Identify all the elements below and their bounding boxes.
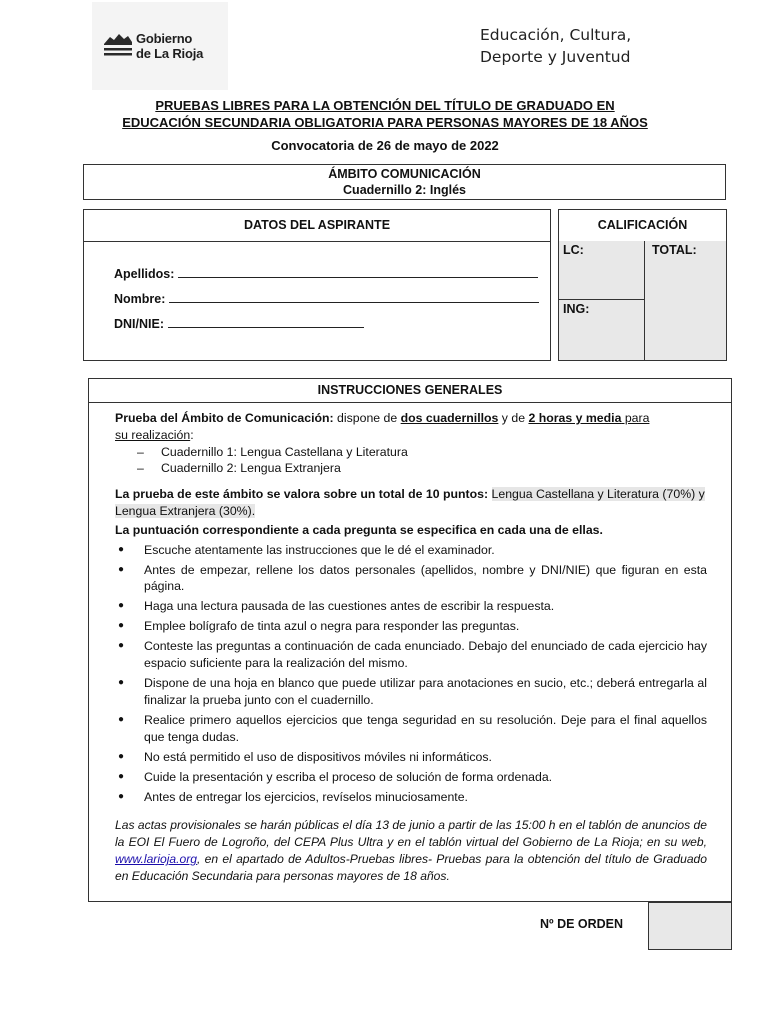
list-item: [115, 618, 707, 635]
instructions-box: [88, 378, 732, 902]
valora-paragraph: [115, 486, 707, 520]
list-item: [115, 712, 707, 746]
dash-symbol: –: [137, 444, 144, 459]
list-item: [115, 542, 707, 559]
orden-number-box[interactable]: [648, 902, 732, 950]
nombre-line[interactable]: [169, 292, 539, 303]
prueba-text: dispone de: [333, 411, 401, 425]
ing-label: ING:: [563, 302, 590, 316]
actas-text: , en el apartado de Adultos-Pruebas libres- Pruebas para la obtención del título de Graduado en Educación Secundaria para personas mayores de 18 años.: [115, 852, 707, 884]
list-item: [115, 675, 707, 709]
bullet-text: Cuide la presentación y escriba el proceso de solución de forma ordenada.: [144, 769, 553, 784]
cuadernillos-list: [115, 444, 707, 478]
bullet-text: Antes de empezar, rellene los datos personales (apellidos, nombre y DNI/NIE) que figuran en esta página.: [144, 562, 707, 594]
prueba-colon: :: [190, 427, 194, 442]
title-line2: EDUCACIÓN SECUNDARIA OBLIGATORIA PARA PERSONAS MAYORES DE 18 AÑOS: [122, 115, 648, 130]
bullet-text: Antes de entregar los ejercicios, revíselos minuciosamente.: [144, 789, 468, 804]
list-item: [115, 749, 707, 766]
prueba-horas: 2 horas y media: [528, 411, 622, 425]
applicant-data-header: DATOS DEL ASPIRANTE: [84, 210, 550, 242]
instructions-bullet-list: [115, 542, 707, 806]
cuadernillo-text: Cuadernillo 1: Lengua Castellana y Literatura: [161, 444, 408, 459]
bullet-text: Conteste las preguntas a continuación de cada enunciado. Debajo del enunciado de cada ejercicio hay espacio suficiente para la realización del mismo.: [144, 639, 707, 671]
apellidos-label: Apellidos:: [114, 267, 175, 281]
dni-field[interactable]: [114, 317, 364, 331]
bullet-text: Escuche atentamente las instrucciones que le dé el examinador.: [144, 542, 495, 557]
lc-grade-cell: [559, 241, 645, 300]
logo-text-line1: Gobierno: [136, 31, 193, 46]
actas-text: Las actas provisionales se harán públicas el día 13 de junio a partir de las 15:00 h en el tablón de anuncios de la EOI El Fuero de Logroño, del CEPA Plus Ultra y en el tablón virtual del Gobierno de La Rioja; en su web,: [115, 818, 707, 850]
ing-grade-cell: [559, 300, 645, 360]
ambito-subtitle: Cuadernillo 2: Inglés: [343, 183, 466, 197]
instructions-header: INSTRUCCIONES GENERALES: [89, 379, 731, 403]
bullet-text: No está permitido el uso de dispositivos móviles ni informáticos.: [144, 749, 492, 764]
list-item: [115, 638, 707, 672]
bullet-icon: ●: [118, 543, 125, 555]
list-item: [115, 460, 707, 477]
prueba-paragraph: [115, 410, 707, 444]
grade-header: CALIFICACIÓN: [559, 210, 726, 242]
bullet-text: Dispone de una hoja en blanco que puede utilizar para anotaciones en sucio, etc.; deberá entregarla al finalizar la prueba junto con el cuadernillo.: [144, 676, 707, 707]
dni-label: DNI/NIE:: [114, 317, 164, 331]
cuadernillo-text: Cuadernillo 2: Lengua Extranjera: [161, 461, 341, 476]
dash-symbol: –: [137, 461, 144, 476]
bullet-icon: ●: [118, 713, 125, 725]
bullet-icon: ●: [118, 790, 125, 802]
actas-paragraph: [115, 817, 707, 885]
grade-box: [558, 209, 727, 361]
total-label: TOTAL:: [652, 243, 697, 257]
prueba-cuadernillos: dos cuadernillos: [400, 411, 499, 425]
lc-label: LC:: [563, 243, 584, 257]
list-item: [115, 444, 707, 461]
list-item: [115, 769, 707, 786]
department-line1: Educación, Cultura,: [480, 26, 632, 44]
orden-label: Nº DE ORDEN: [540, 917, 624, 931]
convocatoria-date: Convocatoria de 26 de mayo de 2022: [271, 138, 499, 153]
total-grade-cell: [645, 241, 726, 360]
nombre-label: Nombre:: [114, 292, 166, 306]
document-title: [80, 97, 690, 131]
puntuacion-paragraph: La puntuación correspondiente a cada pregunta se especifica en cada una de ellas.: [115, 522, 603, 537]
logo: [92, 2, 228, 90]
bullet-icon: ●: [118, 750, 125, 762]
apellidos-line[interactable]: [178, 267, 538, 278]
ambito-title: ÁMBITO COMUNICACIÓN: [328, 167, 481, 181]
title-line1: PRUEBAS LIBRES PARA LA OBTENCIÓN DEL TÍTULO DE GRADUADO EN: [155, 98, 615, 113]
bullet-icon: ●: [118, 640, 125, 652]
bullet-icon: ●: [118, 677, 125, 689]
prueba-realizacion: su realización: [115, 427, 191, 442]
department-line2: Deporte y Juventud: [480, 48, 631, 66]
bullet-text: Emplee bolígrafo de tinta azul o negra para responder las preguntas.: [144, 619, 520, 634]
valora-highlight: Lengua Castellana y Literatura (70%) y Lengua Extranjera (30%).: [115, 487, 705, 518]
bullet-icon: ●: [118, 620, 125, 632]
prueba-text: y de: [498, 411, 529, 425]
bullet-icon: ●: [118, 600, 125, 612]
dni-line[interactable]: [168, 317, 364, 328]
nombre-field[interactable]: [114, 292, 539, 306]
list-item: [115, 562, 707, 596]
bullet-icon: ●: [118, 563, 125, 575]
prueba-text: para: [621, 411, 650, 425]
department-name: [480, 24, 700, 68]
list-item: [115, 789, 707, 806]
bullet-icon: ●: [118, 770, 125, 782]
valora-bold: La prueba de este ámbito se valora sobre un total de 10 puntos:: [115, 487, 489, 502]
applicant-data-box: [83, 209, 551, 361]
apellidos-field[interactable]: [114, 267, 538, 281]
ambito-box: [83, 164, 726, 200]
bullet-text: Realice primero aquellos ejercicios que tenga seguridad en su resolución. Deje para el final aquellos que tenga dudas.: [144, 712, 707, 744]
larioja-link[interactable]: www.larioja.org: [115, 852, 197, 867]
list-item: [115, 598, 707, 615]
rioja-logo-icon: [102, 30, 134, 62]
bullet-text: Haga una lectura pausada de las cuestiones antes de escribir la respuesta.: [144, 599, 555, 614]
instructions-content: [115, 410, 707, 885]
logo-text-line2: de La Rioja: [136, 46, 204, 61]
prueba-bold: Prueba del Ámbito de Comunicación:: [115, 411, 334, 425]
